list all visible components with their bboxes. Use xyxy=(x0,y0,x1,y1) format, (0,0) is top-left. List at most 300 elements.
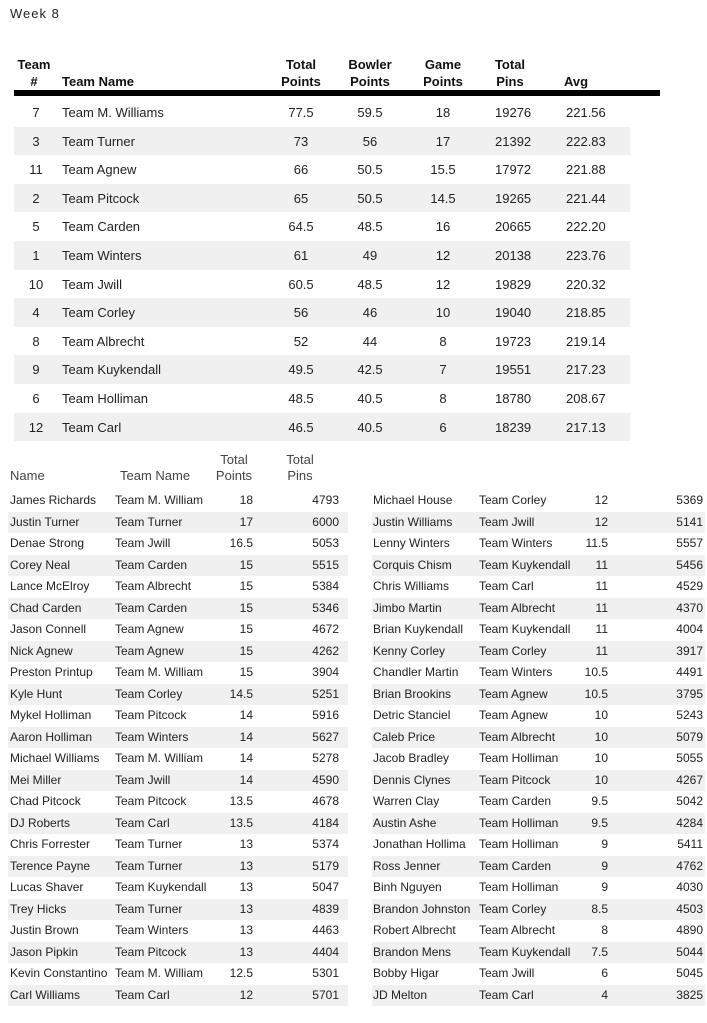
team-avg: 222.83 xyxy=(566,133,606,149)
bowler-name: Nick Agnew xyxy=(10,643,73,658)
bowler-team: Team Agnew xyxy=(479,708,548,722)
bowler-points: 13.5 xyxy=(229,794,253,808)
bowler-team: Team Carden xyxy=(479,794,552,808)
bowler-name: Preston Printup xyxy=(10,665,93,679)
team-number: 10 xyxy=(28,276,44,292)
bowler-points: 10.5 xyxy=(584,665,608,679)
team-total-pins: 18780 xyxy=(495,390,532,406)
bowler-points: 10 xyxy=(594,708,608,722)
bowler-name: Denae Strong xyxy=(10,536,85,550)
bowler-points: 14 xyxy=(239,729,253,744)
bowler-row xyxy=(8,662,348,684)
header-bowler-points: Total Points xyxy=(215,452,253,483)
header-bowler-pins: Total Pins xyxy=(286,452,314,483)
team-bowler-points: 56 xyxy=(362,133,378,149)
bowler-name: Jason Pipkin xyxy=(10,944,79,959)
bowler-name: Kenny Corley xyxy=(373,643,446,658)
bowler-row xyxy=(8,942,348,964)
team-number: 11 xyxy=(29,162,43,178)
bowler-name: Justin Williams xyxy=(373,514,453,529)
bowler-name: Chandler Martin xyxy=(373,665,459,679)
team-bowler-points: 46 xyxy=(362,305,378,321)
bowler-row xyxy=(8,856,348,878)
bowler-row xyxy=(8,791,348,813)
bowler-team: Team Holliman xyxy=(479,751,559,765)
header-divider xyxy=(14,90,660,96)
header-avg: Avg xyxy=(564,74,589,89)
bowler-pins: 5384 xyxy=(312,579,339,593)
bowler-pins: 5701 xyxy=(312,987,339,1002)
bowler-team: Team Pitcock xyxy=(115,944,187,959)
bowler-row xyxy=(8,705,348,727)
team-bowler-points: 49 xyxy=(362,247,378,263)
bowler-team: Team M. William xyxy=(115,493,204,507)
bowler-row xyxy=(8,813,348,835)
bowler-points: 18 xyxy=(239,493,253,507)
bowler-name: Chad Pitcock xyxy=(10,794,81,808)
bowler-pins: 3795 xyxy=(676,686,703,701)
bowler-name: Brian Brookins xyxy=(373,686,452,701)
bowler-pins: 3825 xyxy=(676,987,703,1002)
team-row xyxy=(14,270,630,299)
bowler-points: 13 xyxy=(239,923,253,937)
bowler-name: Chris Forrester xyxy=(10,837,91,851)
bowler-row xyxy=(372,684,705,706)
bowler-row xyxy=(8,598,348,620)
team-game-points: 7 xyxy=(439,362,447,378)
bowler-pins: 3904 xyxy=(312,665,339,679)
bowler-team: Team Turner xyxy=(115,858,183,873)
bowler-name: Carl Williams xyxy=(10,987,80,1002)
bowler-points: 10 xyxy=(594,729,608,744)
bowler-pins: 5141 xyxy=(676,514,703,529)
team-number: 8 xyxy=(32,333,40,349)
bowler-points: 12 xyxy=(594,493,608,507)
bowler-points: 13 xyxy=(239,858,253,873)
bowler-pins: 5515 xyxy=(312,557,339,572)
bowler-team: Team Albrecht xyxy=(479,729,556,744)
bowler-name: Trey Hicks xyxy=(10,901,67,916)
bowler-name: Brandon Mens xyxy=(373,944,452,959)
bowler-row xyxy=(8,619,348,641)
bowler-points: 13 xyxy=(239,880,253,894)
bowler-row xyxy=(372,770,705,792)
bowler-pins: 5369 xyxy=(676,493,703,507)
team-game-points: 12 xyxy=(435,276,451,292)
bowler-points: 9.5 xyxy=(591,815,608,830)
team-avg: 218.85 xyxy=(566,305,606,321)
bowler-row xyxy=(372,490,705,512)
bowler-name: Chad Carden xyxy=(10,600,82,615)
team-row xyxy=(14,127,630,156)
bowler-row xyxy=(372,899,705,921)
bowler-points: 16.5 xyxy=(229,536,253,550)
bowler-name: Terence Payne xyxy=(10,858,91,873)
bowler-name: Dennis Clynes xyxy=(373,772,451,787)
bowler-team: Team Turner xyxy=(115,514,183,529)
bowler-points: 9 xyxy=(601,880,608,894)
bowler-row xyxy=(8,770,348,792)
bowler-row xyxy=(8,727,348,749)
bowler-name: Caleb Price xyxy=(373,729,436,744)
bowler-name: JD Melton xyxy=(373,987,428,1002)
bowler-team: Team Kuykendall xyxy=(115,880,207,894)
bowler-team: Team Carl xyxy=(115,815,170,830)
bowler-name: Austin Ashe xyxy=(373,815,437,830)
team-game-points: 17 xyxy=(435,133,451,149)
bowler-team: Team Pitcock xyxy=(479,772,551,787)
bowler-pins: 4262 xyxy=(312,643,339,658)
bowler-team: Team Jwill xyxy=(479,966,535,980)
bowler-row xyxy=(372,791,705,813)
bowler-row xyxy=(372,662,705,684)
bowler-team: Team Carden xyxy=(479,858,552,873)
team-game-points: 16 xyxy=(435,219,451,235)
team-name: Team Turner xyxy=(62,133,135,149)
bowler-team: Team Albrecht xyxy=(479,600,556,615)
team-number: 1 xyxy=(32,247,40,263)
bowler-points: 11 xyxy=(595,600,608,615)
team-game-points: 10 xyxy=(435,305,451,321)
team-total-points: 52 xyxy=(293,333,309,349)
bowler-row xyxy=(372,963,705,985)
bowler-team: Team Winters xyxy=(479,665,553,679)
bowler-team: Team Agnew xyxy=(115,622,184,636)
bowler-points: 13.5 xyxy=(229,815,253,830)
bowler-pins: 5243 xyxy=(676,708,703,722)
bowler-name: Michael House xyxy=(373,493,453,507)
bowler-team: Team M. William xyxy=(115,751,204,765)
header-team-number: Team # xyxy=(17,57,51,89)
bowler-row xyxy=(8,920,348,942)
team-bowler-points: 59.5 xyxy=(357,105,383,120)
team-number: 7 xyxy=(32,105,40,120)
bowler-points: 11 xyxy=(595,579,608,593)
bowler-row xyxy=(372,533,705,555)
bowler-points: 12 xyxy=(239,987,253,1002)
team-row xyxy=(14,413,630,442)
team-name: Team Jwill xyxy=(62,276,122,292)
team-game-points: 12 xyxy=(435,247,451,263)
bowler-points: 14 xyxy=(239,751,253,765)
bowler-row xyxy=(8,555,348,577)
bowler-name: Detric Stanciel xyxy=(373,708,451,722)
team-avg: 217.13 xyxy=(566,419,606,435)
bowler-row xyxy=(372,834,705,856)
bowler-team: Team Albrecht xyxy=(115,579,192,593)
team-row xyxy=(14,241,630,270)
header-game-points: Game Points xyxy=(423,57,463,89)
bowler-pins: 4672 xyxy=(312,622,339,636)
bowler-team: Team Kuykendall xyxy=(479,622,571,636)
bowler-points: 13 xyxy=(239,901,253,916)
bowler-row xyxy=(372,942,705,964)
bowler-pins: 4370 xyxy=(676,600,703,615)
team-name: Team Corley xyxy=(62,305,135,321)
bowler-row xyxy=(372,727,705,749)
bowler-name: Brandon Johnston xyxy=(373,901,471,916)
bowler-pins: 5346 xyxy=(312,600,339,615)
bowler-name: Chris Williams xyxy=(373,579,449,593)
team-avg: 217.23 xyxy=(566,362,606,378)
team-total-points: 73 xyxy=(293,133,309,149)
team-name: Team Carden xyxy=(62,219,141,235)
bowler-name: Lance McElroy xyxy=(10,579,90,593)
team-game-points: 14.5 xyxy=(430,190,456,206)
bowler-name: Jason Connell xyxy=(10,622,87,636)
team-avg: 219.14 xyxy=(566,333,606,349)
bowler-pins: 5627 xyxy=(312,729,339,744)
bowler-row xyxy=(8,641,348,663)
bowler-points: 15 xyxy=(239,579,253,593)
bowler-name: Jacob Bradley xyxy=(373,751,450,765)
header-total-pins: Total Pins xyxy=(494,57,526,89)
bowler-name: Justin Turner xyxy=(10,514,80,529)
team-total-points: 48.5 xyxy=(288,390,314,406)
bowler-pins: 4839 xyxy=(312,901,339,916)
bowler-points: 10.5 xyxy=(584,686,608,701)
bowler-points: 11 xyxy=(595,622,608,636)
team-total-points: 65 xyxy=(293,190,309,206)
team-total-points: 77.5 xyxy=(288,105,314,120)
bowler-team: Team Carl xyxy=(479,987,534,1002)
bowler-points: 11 xyxy=(595,557,608,572)
team-name: Team Albrecht xyxy=(62,333,145,349)
team-bowler-points: 48.5 xyxy=(357,219,383,235)
team-total-pins: 17972 xyxy=(495,162,532,178)
bowler-row xyxy=(8,512,348,534)
team-avg: 208.67 xyxy=(566,390,606,406)
team-bowler-points: 48.5 xyxy=(357,276,383,292)
bowler-name: Mykel Holliman xyxy=(10,708,92,722)
team-row xyxy=(14,384,630,413)
bowler-points: 11.5 xyxy=(585,536,608,550)
bowler-pins: 3917 xyxy=(676,643,703,658)
bowler-team: Team Carden xyxy=(115,600,188,615)
team-row xyxy=(14,212,630,241)
team-total-pins: 19040 xyxy=(495,305,532,321)
bowler-team: Team Winters xyxy=(115,729,189,744)
header-bowler-points: Bowler Points xyxy=(348,57,392,89)
bowler-name: Warren Clay xyxy=(373,794,440,808)
bowler-name: Brian Kuykendall xyxy=(373,622,464,636)
team-total-points: 46.5 xyxy=(288,419,314,435)
bowler-points: 4 xyxy=(601,987,608,1002)
bowler-pins: 4404 xyxy=(312,944,339,959)
bowler-team: Team Holliman xyxy=(479,880,559,894)
bowler-pins: 5044 xyxy=(676,944,703,959)
bowler-points: 6 xyxy=(601,966,608,980)
bowler-points: 13 xyxy=(239,837,253,851)
team-name: Team Carl xyxy=(62,419,122,435)
bowler-points: 9 xyxy=(601,858,608,873)
team-game-points: 6 xyxy=(439,419,447,435)
bowler-pins: 4503 xyxy=(676,901,703,916)
bowler-points: 7.5 xyxy=(591,944,608,959)
bowler-pins: 4030 xyxy=(676,880,703,894)
bowler-standings-header xyxy=(0,452,707,486)
bowler-pins: 4284 xyxy=(676,815,703,830)
team-avg: 221.56 xyxy=(566,105,606,120)
bowler-points: 15 xyxy=(239,643,253,658)
bowler-team: Team Pitcock xyxy=(115,708,187,722)
bowler-team: Team Agnew xyxy=(115,643,184,658)
bowler-pins: 5301 xyxy=(312,966,339,980)
bowler-team: Team Jwill xyxy=(115,772,171,787)
bowler-team: Team Holliman xyxy=(479,815,559,830)
bowler-row xyxy=(372,512,705,534)
bowler-name: James Richards xyxy=(10,493,97,507)
bowler-name: DJ Roberts xyxy=(10,815,71,830)
team-game-points: 18 xyxy=(435,105,451,120)
bowler-name: Jonathan Hollima xyxy=(373,837,466,851)
team-standings-table xyxy=(14,98,630,441)
bowler-pins: 5411 xyxy=(677,837,703,851)
bowler-pins: 5079 xyxy=(676,729,703,744)
team-total-points: 61 xyxy=(293,247,309,263)
team-total-points: 56 xyxy=(293,305,309,321)
bowler-points: 8 xyxy=(601,923,608,937)
team-name: Team Agnew xyxy=(62,162,137,178)
team-number: 2 xyxy=(32,190,40,206)
bowler-points: 15 xyxy=(239,557,253,572)
bowler-team: Team Corley xyxy=(479,493,547,507)
bowler-pins: 5047 xyxy=(312,880,339,894)
bowler-row xyxy=(372,920,705,942)
bowler-team: Team Albrecht xyxy=(479,923,556,937)
team-total-pins: 19723 xyxy=(495,333,532,349)
team-total-pins: 20665 xyxy=(495,219,532,235)
bowler-team: Team Kuykendall xyxy=(479,944,571,959)
team-total-pins: 21392 xyxy=(495,133,532,149)
team-game-points: 8 xyxy=(439,390,447,406)
bowler-points: 15 xyxy=(239,600,253,615)
bowler-pins: 5053 xyxy=(312,536,339,550)
bowler-team: Team Holliman xyxy=(479,837,559,851)
bowler-row xyxy=(372,748,705,770)
bowler-row xyxy=(8,899,348,921)
team-row xyxy=(14,184,630,213)
team-number: 4 xyxy=(32,305,40,321)
bowler-pins: 4529 xyxy=(676,579,703,593)
bowler-team: Team Corley xyxy=(479,643,547,658)
team-row xyxy=(14,327,630,356)
team-number: 3 xyxy=(32,133,40,149)
team-total-pins: 18239 xyxy=(495,419,532,435)
bowler-standings-left xyxy=(8,490,348,1006)
team-row xyxy=(14,98,630,127)
team-total-points: 49.5 xyxy=(288,362,314,378)
bowler-name: Aaron Holliman xyxy=(10,729,93,744)
bowler-points: 12.5 xyxy=(229,966,253,980)
bowler-name: Corquis Chism xyxy=(373,557,452,572)
bowler-pins: 4793 xyxy=(312,493,339,507)
bowler-row xyxy=(8,684,348,706)
bowler-points: 14 xyxy=(239,708,253,722)
bowler-points: 15 xyxy=(239,665,253,679)
bowler-name: Mei Miller xyxy=(10,772,62,787)
team-avg: 223.76 xyxy=(566,247,606,263)
team-row xyxy=(14,155,630,184)
team-game-points: 15.5 xyxy=(430,162,456,178)
team-total-pins: 19551 xyxy=(495,362,532,378)
bowler-row xyxy=(8,963,348,985)
team-game-points: 8 xyxy=(439,333,447,349)
bowler-name: Kyle Hunt xyxy=(10,686,63,701)
team-row xyxy=(14,298,630,327)
header-bowler-team: Team Name xyxy=(120,468,191,483)
bowler-pins: 5251 xyxy=(312,686,339,701)
team-number: 12 xyxy=(28,419,44,435)
bowler-points: 10 xyxy=(594,751,608,765)
bowler-pins: 4004 xyxy=(676,622,703,636)
bowler-pins: 4491 xyxy=(676,665,703,679)
bowler-row xyxy=(372,598,705,620)
bowler-points: 14 xyxy=(239,772,253,787)
bowler-pins: 5456 xyxy=(676,557,703,572)
bowler-pins: 5055 xyxy=(676,751,703,765)
bowler-points: 14.5 xyxy=(229,686,253,701)
bowler-name: Michael Williams xyxy=(10,751,100,765)
bowler-pins: 4890 xyxy=(676,923,703,937)
bowler-pins: 5042 xyxy=(676,794,703,808)
team-name: Team Pitcock xyxy=(62,190,140,206)
team-avg: 221.44 xyxy=(566,190,606,206)
team-total-pins: 20138 xyxy=(495,247,532,263)
team-total-points: 60.5 xyxy=(288,276,314,292)
bowler-name: Kevin Constantino xyxy=(10,966,108,980)
team-bowler-points: 40.5 xyxy=(357,419,383,435)
bowler-team: Team Winters xyxy=(115,923,189,937)
team-name: Team Winters xyxy=(62,247,142,263)
bowler-pins: 4184 xyxy=(312,815,339,830)
bowler-team: Team Turner xyxy=(115,837,183,851)
bowler-name: Lenny Winters xyxy=(373,536,450,550)
bowler-team: Team Jwill xyxy=(115,536,171,550)
bowler-points: 9.5 xyxy=(591,794,608,808)
bowler-team: Team M. William xyxy=(115,665,204,679)
bowler-row xyxy=(8,533,348,555)
bowler-team: Team Corley xyxy=(115,686,183,701)
bowler-name: Corey Neal xyxy=(10,557,71,572)
header-total-points: Total Points xyxy=(281,57,321,89)
bowler-team: Team Kuykendall xyxy=(479,557,571,572)
team-bowler-points: 44 xyxy=(362,333,378,349)
bowler-points: 17 xyxy=(239,514,253,529)
team-name: Team Holliman xyxy=(62,390,148,406)
header-bowler-name: Name xyxy=(10,468,45,483)
bowler-team: Team Winters xyxy=(479,536,553,550)
bowler-name: Robert Albrecht xyxy=(373,923,456,937)
bowler-points: 13 xyxy=(239,944,253,959)
bowler-pins: 5557 xyxy=(676,536,703,550)
bowler-points: 10 xyxy=(594,772,608,787)
bowler-row xyxy=(372,555,705,577)
bowler-pins: 4463 xyxy=(312,923,339,937)
team-total-pins: 19276 xyxy=(495,105,532,120)
bowler-row xyxy=(8,490,348,512)
bowler-pins: 5374 xyxy=(312,837,339,851)
bowler-points: 12 xyxy=(594,514,608,529)
bowler-name: Jimbo Martin xyxy=(373,600,442,615)
team-name: Team Kuykendall xyxy=(62,362,161,378)
bowler-team: Team M. William xyxy=(115,966,204,980)
bowler-row xyxy=(372,813,705,835)
bowler-points: 8.5 xyxy=(591,901,608,916)
bowler-team: Team Carden xyxy=(115,557,188,572)
bowler-points: 15 xyxy=(239,622,253,636)
bowler-name: Justin Brown xyxy=(10,923,79,937)
